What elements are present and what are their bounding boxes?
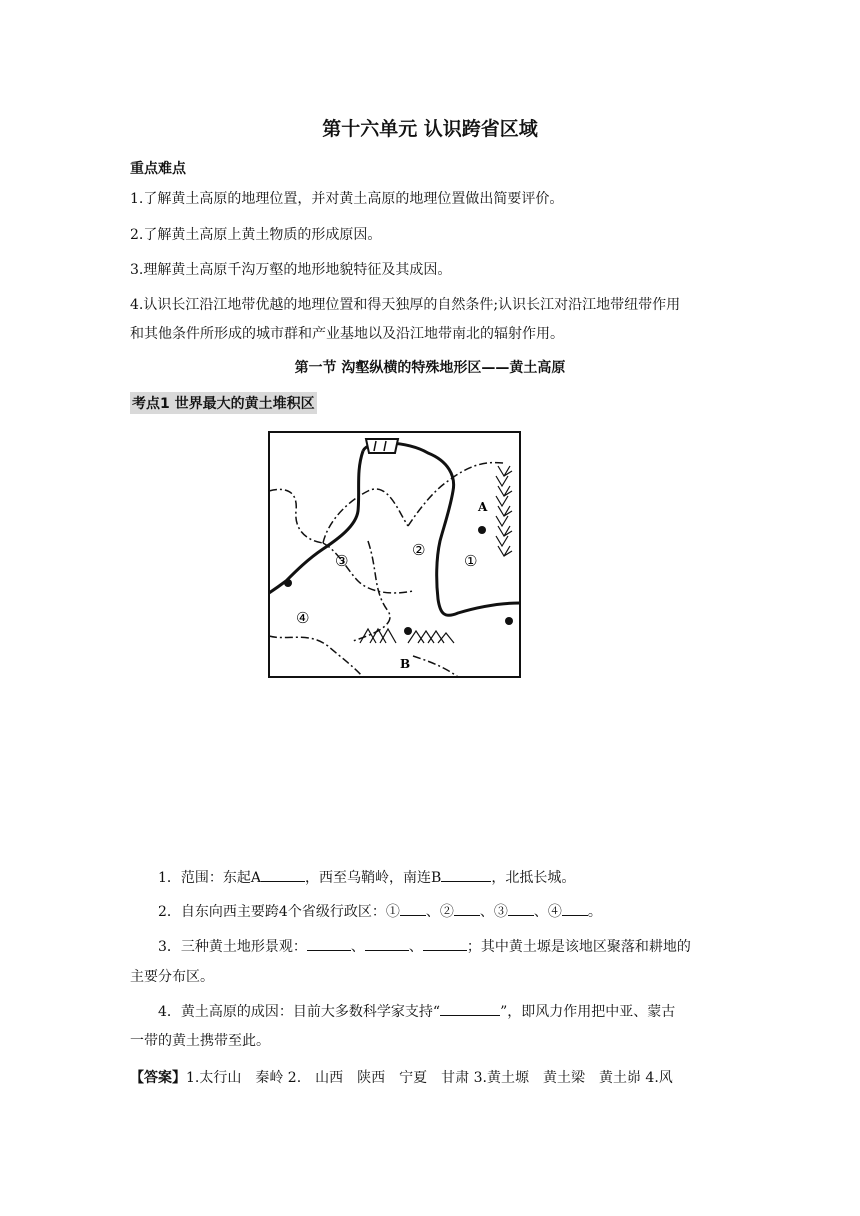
answer-blank[interactable] xyxy=(423,936,467,951)
city-dot-southeast xyxy=(505,617,513,625)
city-dot-east xyxy=(478,526,486,534)
kaodian-heading: 考点1 世界最大的黄土堆积区 xyxy=(130,392,317,414)
answer-blank[interactable] xyxy=(365,936,409,951)
page-title: 第十六单元 认识跨省区域 xyxy=(322,118,538,140)
label-region-3: ③ xyxy=(335,552,349,570)
great-wall-marker xyxy=(366,439,398,453)
key-points-heading: 重点难点 xyxy=(130,161,186,177)
answer-blank[interactable] xyxy=(441,867,491,882)
key-point-4: 4.认识长江沿江地带优越的地理位置和得天独厚的自然条件;认识长江对沿江地带纽带作用 xyxy=(130,297,681,313)
answer-blank[interactable] xyxy=(454,901,480,916)
key-point-4-cont: 和其他条件所形成的城市群和产业基地以及沿江地带南北的辐射作用。 xyxy=(130,326,564,342)
key-point-1: 1.了解黄土高原的地理位置，并对黄土高原的地理位置做出简要评价。 xyxy=(130,191,564,207)
loess-plateau-map xyxy=(268,431,522,679)
label-B: B xyxy=(400,657,411,671)
answer-blank[interactable] xyxy=(440,1001,500,1016)
city-dot-south xyxy=(404,627,412,635)
answer-text: 1.太行山 秦岭 2. 山西 陕西 宁夏 甘肃 3.黄土塬 黄土梁 黄土峁 4.风 xyxy=(186,1070,673,1086)
question-2: 2．自东向西主要跨4个省级行政区：① 、② 、③ 、④ 。 xyxy=(130,900,730,924)
label-region-2: ② xyxy=(412,541,426,559)
answer-line xyxy=(130,1066,730,1090)
question-3: 3．三种黄土地形景观： 、 、 ；其中黄土塬是该地区聚落和耕地的 xyxy=(130,935,730,959)
question-1: 1．范围：东起A ，西至乌鞘岭，南连B ，北抵长城。 xyxy=(130,866,730,890)
label-region-4: ④ xyxy=(296,609,310,627)
key-point-2: 2.了解黄土高原上黄土物质的形成原因。 xyxy=(130,227,382,243)
answer-blank[interactable] xyxy=(508,901,534,916)
city-dot-west xyxy=(284,579,292,587)
answer-blank[interactable] xyxy=(400,901,426,916)
key-point-3: 3.理解黄土高原千沟万壑的地形地貌特征及其成因。 xyxy=(130,262,452,278)
question-4: 4．黄土高原的成因：目前大多数科学家支持“ ”，即风力作用把中亚、蒙古 xyxy=(130,1000,730,1024)
section-title: 第一节 沟壑纵横的特殊地形区——黄土高原 xyxy=(294,360,566,376)
label-region-1: ① xyxy=(464,552,478,570)
answer-label: 【答案】 xyxy=(130,1070,186,1086)
question-4-cont: 一带的黄土携带至此。 xyxy=(130,1033,270,1049)
answer-blank[interactable] xyxy=(307,936,351,951)
answer-blank[interactable] xyxy=(261,867,305,882)
question-3-cont: 主要分布区。 xyxy=(130,969,214,985)
label-A: A xyxy=(478,500,488,514)
answer-blank[interactable] xyxy=(562,901,588,916)
